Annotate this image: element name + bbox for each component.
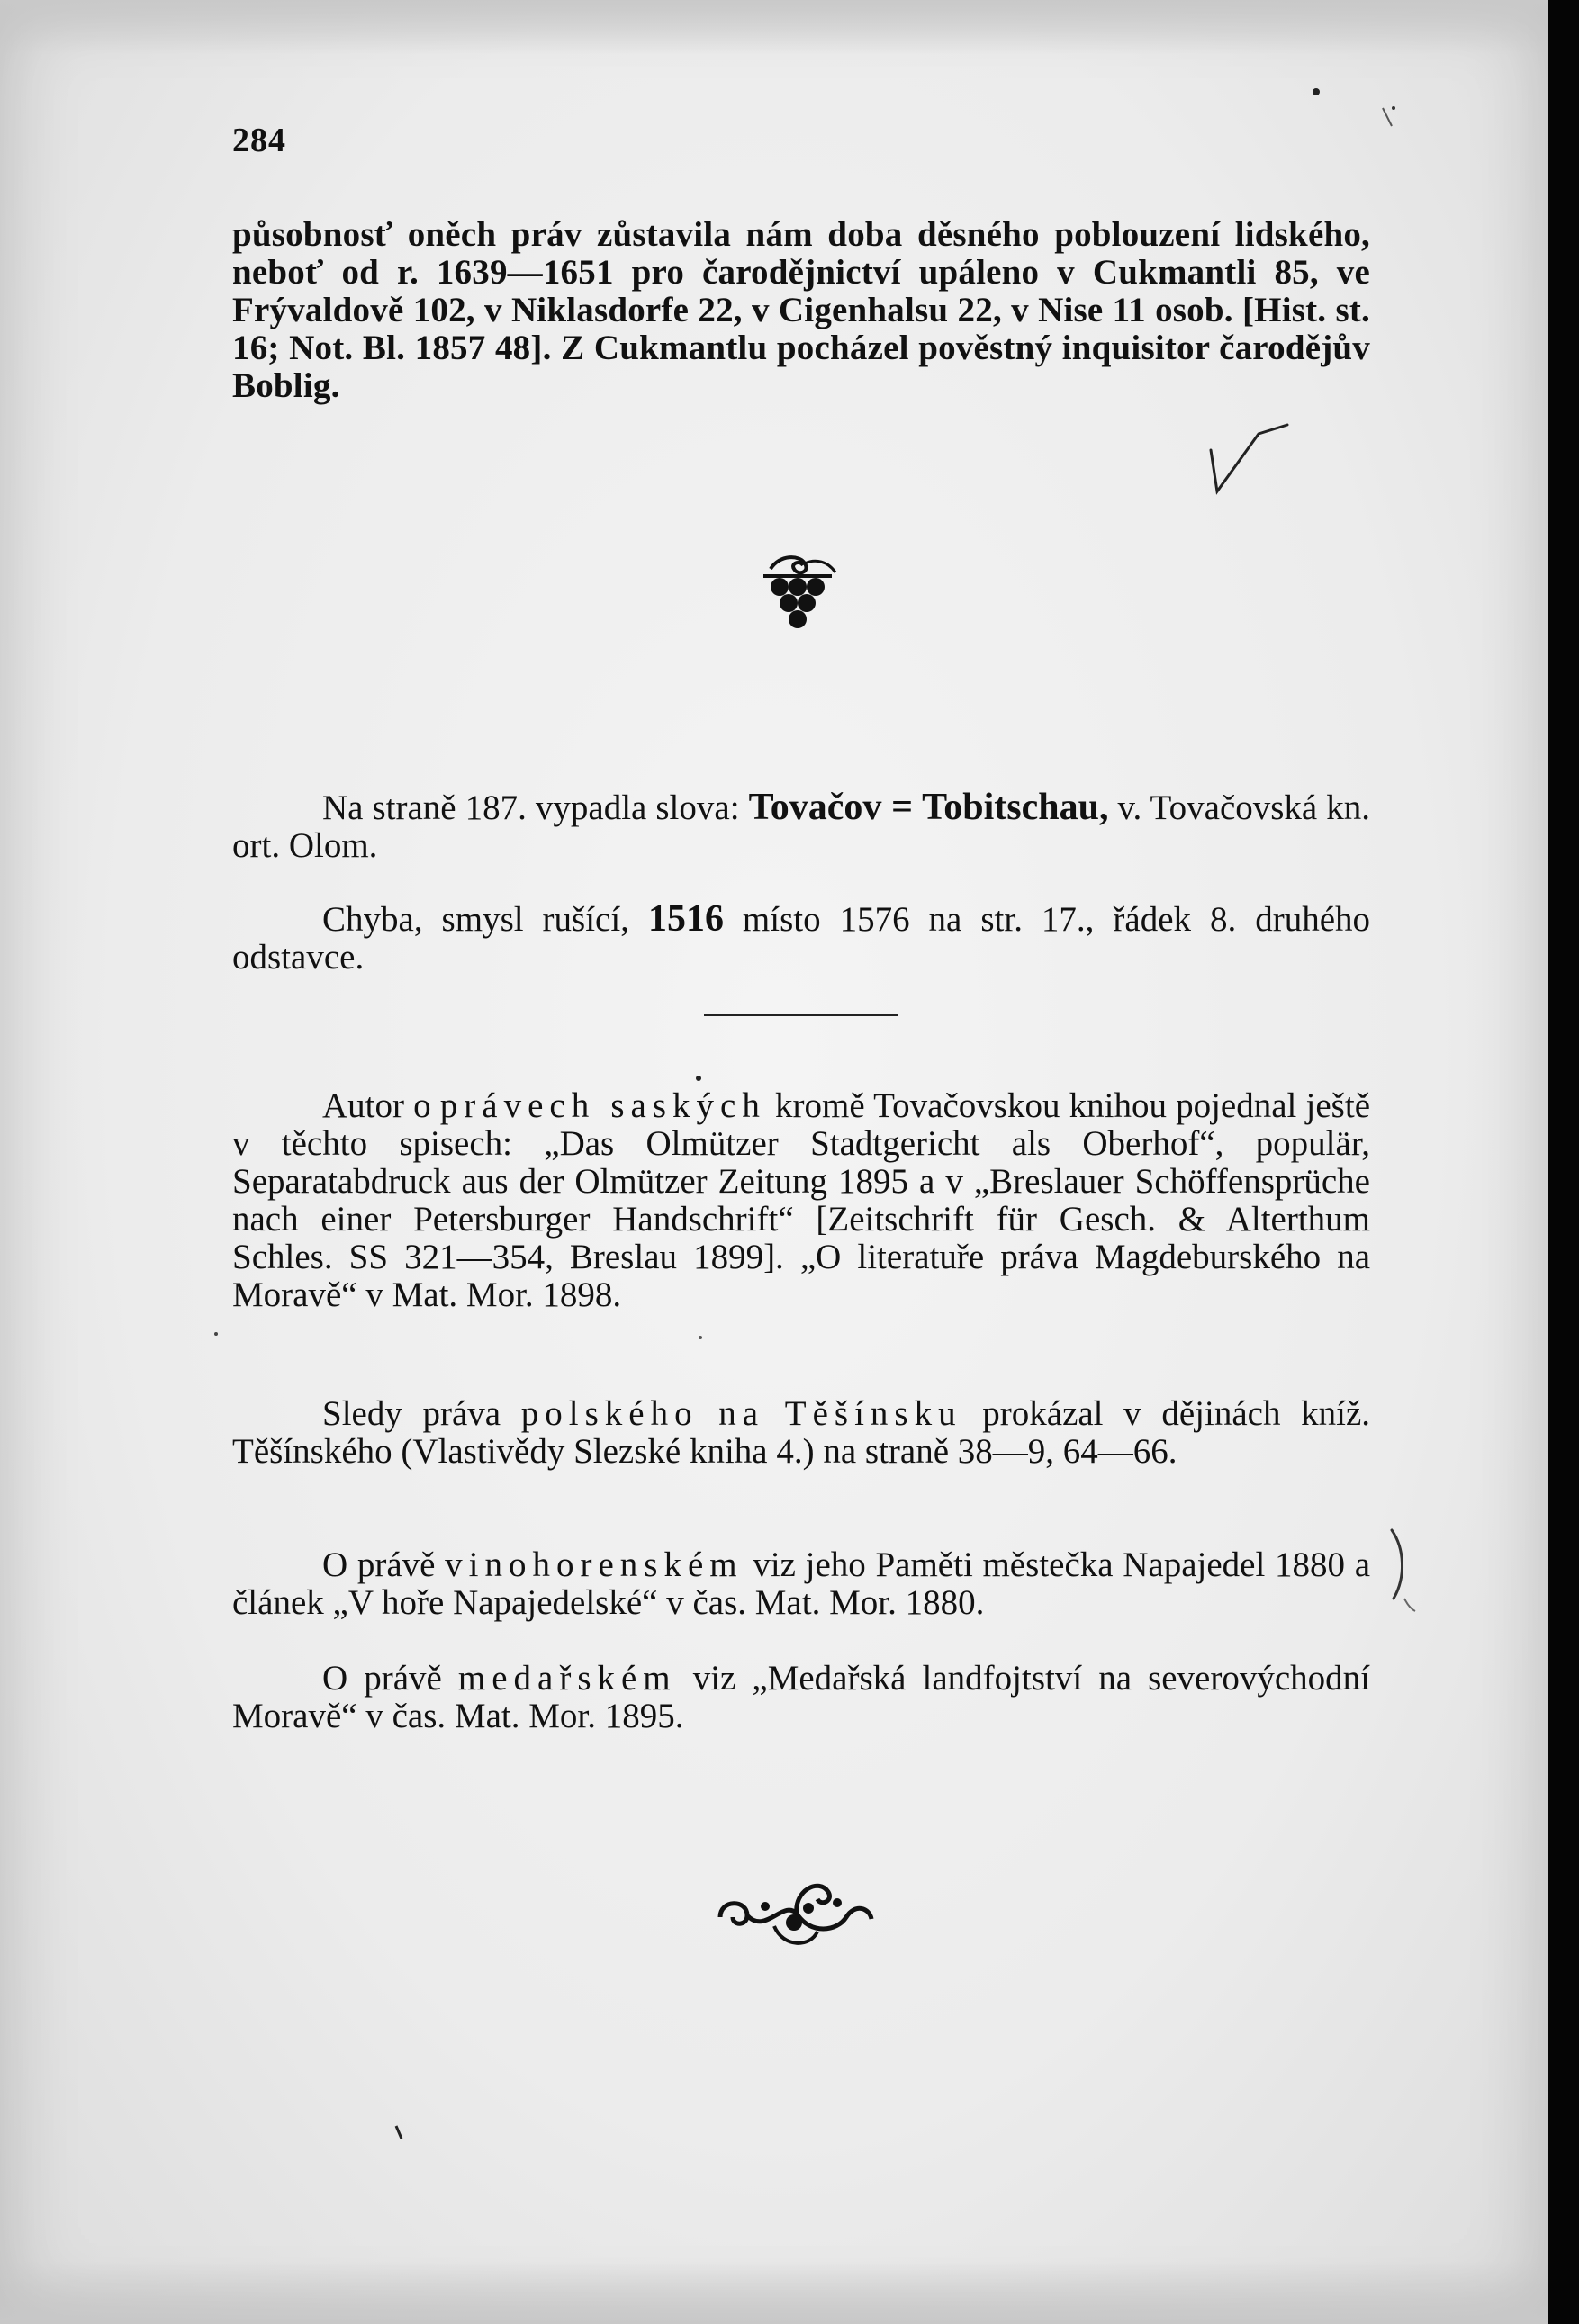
page-number: 284 <box>232 122 286 159</box>
paragraph-body: prokázal v dějinách kníž. Těšínského (Vlastivědy Slezské kniha 4.) na straně 38—9, 64—66. <box>232 1394 1371 1471</box>
paragraph-lead: O právě <box>322 1659 442 1698</box>
paragraph-lead: O právě <box>322 1545 436 1584</box>
floral-flourish-ornament <box>711 1872 882 1953</box>
paragraph-body: viz „Medařská landfojtství na severovýchodní Moravě“ v čas. Mat. Mor. 1895. <box>232 1659 1370 1735</box>
paragraph-erratum-year <box>232 900 1370 977</box>
paragraph-body: viz jeho Paměti městečka Napajedel 1880 a článek „V hoře Napajedelské“ v čas. Mat. Mor. 1880. <box>232 1545 1370 1622</box>
paragraph-saxon-law <box>232 1087 1370 1314</box>
paragraph-erratum-tovacov <box>232 788 1370 865</box>
erratum-term: Tovačov = Tobitschau, <box>748 787 1109 828</box>
scan-edge <box>1548 0 1579 2324</box>
emphasis-term: Těšínsku <box>784 1394 962 1433</box>
paragraph-polish-law <box>232 1395 1370 1471</box>
paragraph-body: kromě Tovačovskou knihou pojednal ještě v těchto spisech: „Das Olmützer Stadtgericht als Oberhof“, populär, Separatabdruck aus der Olmützer Zeitung 1895 a v „Breslauer Schöffensprüche nach einer Petersburger Handschrift“ [Zeitschrift für Gesch. & Alterthum Schles. SS 321—354, Breslau 1899]. „O literatuře práva Magdeburského na Moravě“ v Mat. Mor. 1898. <box>232 1086 1371 1314</box>
emphasis-term: na <box>718 1394 765 1433</box>
erratum-wrong-year: 1516 <box>647 898 724 940</box>
grape-cluster-ornament <box>753 549 843 639</box>
emphasis-term: právech saských <box>439 1086 766 1125</box>
erratum-intro: Na straně 187. vypadla slova: <box>322 788 740 827</box>
emphasis-term: vinohorenském <box>445 1545 744 1584</box>
erratum-source: v. Tovačovská kn. ort. Olom. <box>232 788 1371 865</box>
paragraph-text: působnosť oněch práv zůstavila nám doba děsného poblouzení lidského, neboť od r. 1639—1651 pro čarodějnictví upáleno v Cukmantli 85, ve Frývaldově 102, v Niklasdorfe 22, v Cigenhalsu 22, v Nise 11 osob. [Hist. st. 16; Not. Bl. 1857 48]. Z Cukmantlu pocházel pověstný inquisitor čarodějův Boblig. <box>232 215 1370 405</box>
paragraph-lead: Autor o <box>322 1086 431 1125</box>
paragraph-vineyard-law <box>232 1546 1370 1622</box>
paragraph-lead: Sledy práva <box>322 1394 501 1433</box>
paragraph-beekeeping-law <box>232 1660 1370 1735</box>
paragraph-witch-trials <box>232 216 1370 405</box>
emphasis-term: medařském <box>457 1659 677 1698</box>
emphasis-term: polského <box>520 1394 699 1433</box>
divider <box>704 1014 898 1016</box>
erratum-correction: místo 1576 na str. 17., řádek 8. druhého odstavce. <box>232 900 1371 977</box>
bracket-mark <box>1385 1527 1421 1617</box>
erratum-intro: Chyba, smysl rušící, <box>322 900 629 939</box>
check-mark <box>1206 423 1296 495</box>
